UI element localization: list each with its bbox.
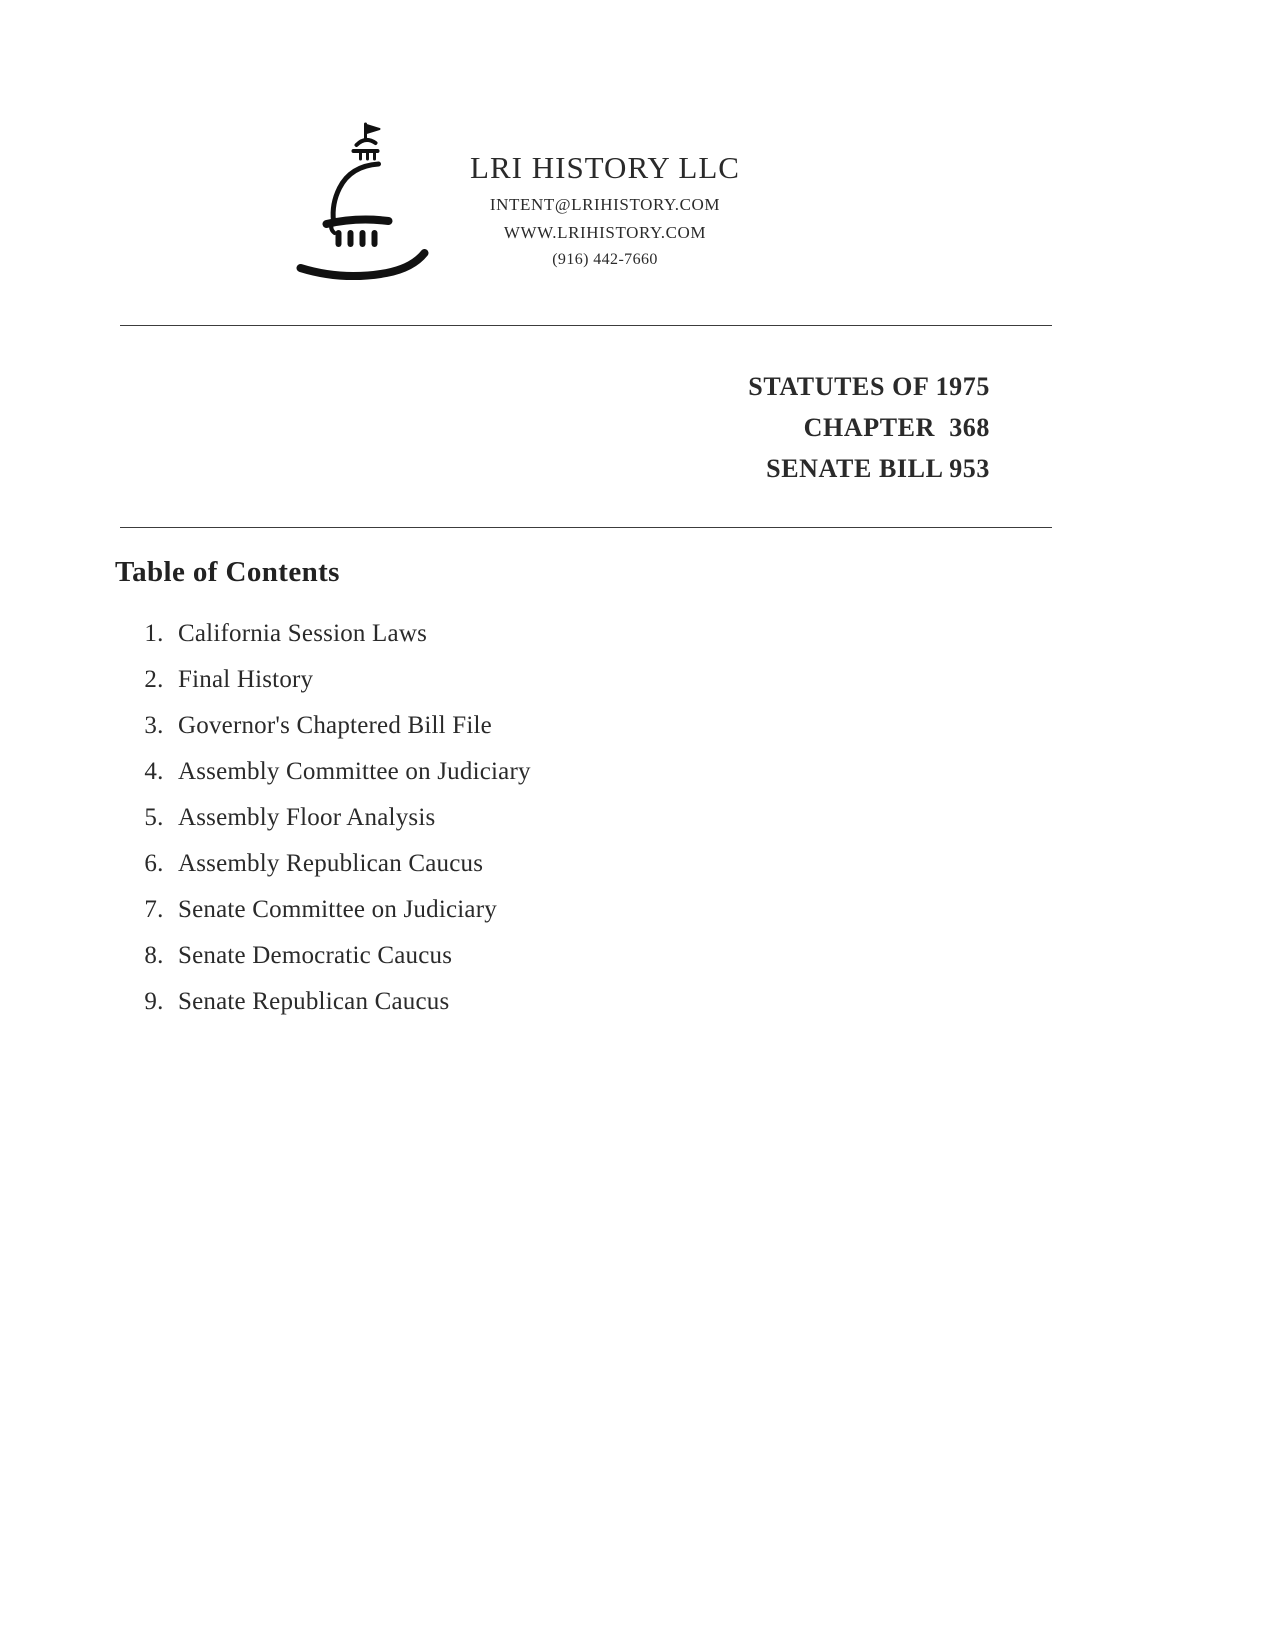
toc-item: 8. Senate Democratic Caucus [170,942,531,970]
statute-title-block [500,366,990,489]
toc-list [122,620,531,1034]
capitol-dome-icon [288,118,443,283]
chapter-line: CHAPTER 368 [803,413,990,442]
company-logo [288,118,443,283]
company-name: LRI HISTORY LLC [470,150,740,185]
toc-item: 5. Assembly Floor Analysis [170,804,531,832]
toc-item: 7. Senate Committee on Judiciary [170,896,531,924]
toc-item: 9. Senate Republican Caucus [170,988,531,1016]
divider-top [120,325,1052,326]
toc-item: 6. Assembly Republican Caucus [170,850,531,878]
toc-item: 1. California Session Laws [170,620,531,648]
company-website: WWW.LRIHISTORY.COM [503,223,707,242]
senate-bill-line: SENATE BILL 953 [766,454,990,483]
statutes-year-line: STATUTES OF 1975 [748,372,990,401]
company-phone: (916) 442-7660 [552,251,658,268]
toc-item: 3. Governor's Chaptered Bill File [170,712,531,740]
toc-heading: Table of Contents [115,556,340,588]
toc-item: 4. Assembly Committee on Judiciary [170,758,531,786]
toc-item: 2. Final History [170,666,531,694]
divider-bottom [120,527,1052,528]
letterhead [430,150,780,269]
company-email: INTENT@LRIHISTORY.COM [489,195,721,214]
